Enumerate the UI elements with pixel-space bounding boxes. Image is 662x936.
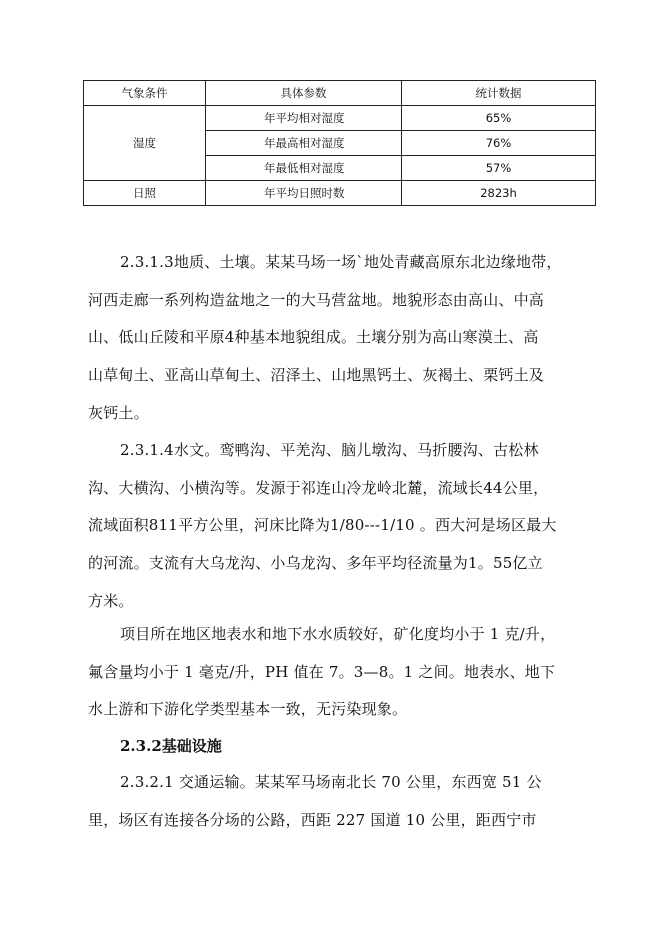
text-line: 项目所在地区地表水和地下水水质较好，矿化度均小于 1 克/升， [120, 625, 556, 643]
text-line: 2.3.1.4水文。鸾鸭沟、平羌沟、脑儿墩沟、马折腰沟、古松林 [120, 441, 539, 459]
value-cell: 76% [402, 131, 596, 156]
value-cell: 2823h [402, 181, 596, 206]
text-line: 2.3.2.1 交通运输。某某军马场南北长 70 公里，东西宽 51 公 [120, 773, 542, 791]
header-condition: 气象条件 [84, 81, 206, 106]
paragraph-hydrology [88, 432, 603, 620]
text-line: 沟、大横沟、小横沟等。发源于祁连山冷龙岭北麓，流域长44公里， [88, 478, 549, 497]
param-cell: 年最低相对湿度 [206, 156, 402, 181]
paragraph-transportation [88, 764, 603, 839]
table-row [84, 106, 596, 131]
condition-humidity: 湿度 [84, 106, 206, 181]
text-line: 灰钙土。 [88, 403, 149, 422]
text-line: 里，场区有连接各分场的公路，西距 227 国道 10 公里，距西宁市 [88, 810, 537, 829]
paragraph-water-quality [88, 616, 603, 729]
text-line: 流域面积811平方公里，河床比降为1/80---1/10 。西大河是场区最大 [88, 516, 557, 535]
text-line: 山草甸土、亚高山草甸土、沼泽土、山地黑钙土、灰褐土、栗钙土及 [88, 366, 545, 385]
text-line: 水上游和下游化学类型基本一致，无污染现象。 [88, 700, 408, 719]
heading-infrastructure: 2.3.2基础设施 [120, 737, 222, 755]
table-row [84, 181, 596, 206]
text-line: 方米。 [88, 591, 134, 610]
condition-sunshine: 日照 [84, 181, 206, 206]
param-cell: 年最高相对湿度 [206, 131, 402, 156]
paragraph-geology-soil [88, 244, 603, 432]
text-line: 河西走廊一系列构造盆地之一的大马营盆地。地貌形态由高山、中高 [88, 290, 545, 309]
text-line: 氟含量均小于 1 毫克/升，PH 值在 7。3—8。1 之间。地表水、地下 [88, 662, 556, 681]
table-header-row [84, 81, 596, 106]
value-cell: 65% [402, 106, 596, 131]
header-parameter: 具体参数 [206, 81, 402, 106]
param-cell: 年平均相对湿度 [206, 106, 402, 131]
meteorological-table [83, 80, 596, 206]
header-statistics: 统计数据 [402, 81, 596, 106]
text-line: 2.3.1.3地质、土壤。某某马场一场`地处青藏高原东北边缘地带， [120, 253, 562, 271]
text-line: 山、低山丘陵和平原4种基本地貌组成。土壤分别为高山寒漠土、高 [88, 328, 539, 347]
param-cell: 年平均日照时数 [206, 181, 402, 206]
text-line: 的河流。支流有大乌龙沟、小乌龙沟、多年平均径流量为1。55亿立 [88, 554, 543, 573]
value-cell: 57% [402, 156, 596, 181]
